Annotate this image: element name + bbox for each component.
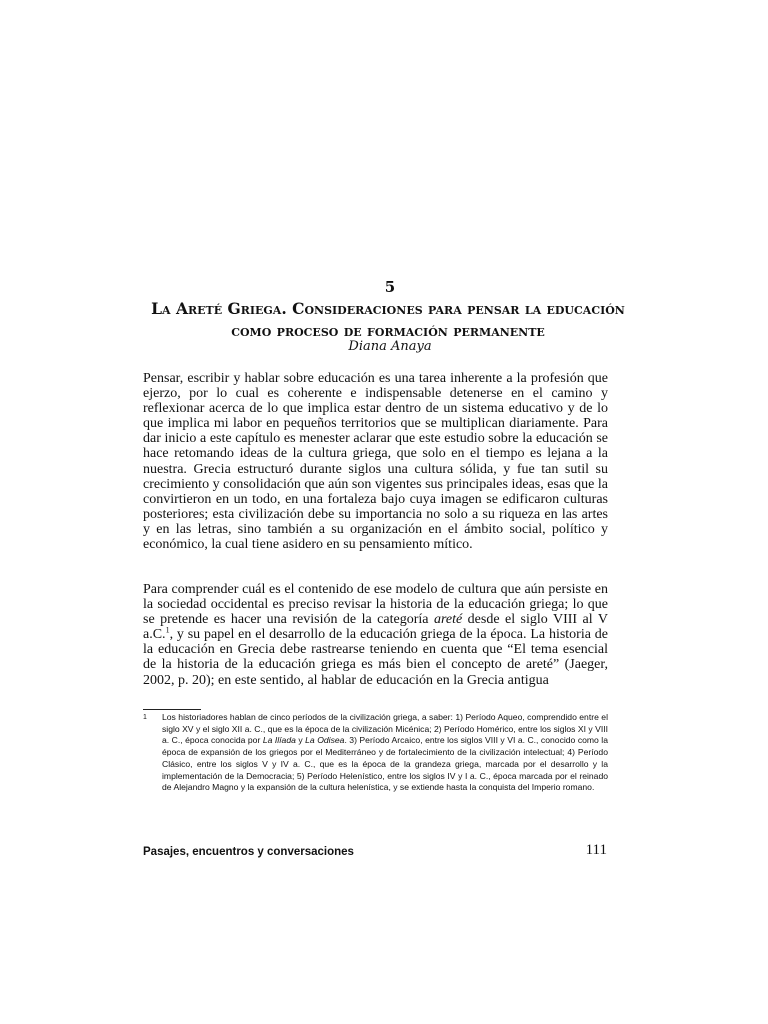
- footnote-mark: 1: [143, 714, 147, 721]
- footnote-segment: Los historiadores hablan de cinco períodos de la civilización griega, a saber: 1) Período Aqueo, comprendido entre el siglo XV y el siglo XII a. C., que es la época de la civilización Micénica; 2) Período Homérico, entre los siglos XI y VIII a. C., época conocida por: [162, 712, 608, 746]
- paragraph-text: [143, 582, 608, 688]
- paragraph-segment: , y su papel en el desarrollo de la educación griega de la época. La historia de la educación en Grecia debe rastrearse teniendo en cuenta que “El tema esencial de la historia de la educación griega es más bien el concepto de areté” (Jaeger, 2002, p. 20); en este sentido, al hablar de educación en la Grecia antigua: [143, 627, 608, 688]
- footnote-segment: y: [295, 735, 306, 746]
- chapter-title: La Areté Griega. Consideraciones para pensar la educación como proceso de formación permanente: [151, 299, 625, 340]
- page-number: 111: [585, 842, 607, 858]
- paragraph-segment: desde el siglo VIII al V a.C.: [143, 612, 608, 643]
- paragraph-italic-term: areté: [433, 612, 463, 628]
- footnote-divider: [143, 709, 201, 710]
- paragraph-segment: Para comprender cuál es el contenido de ese modelo de cultura que aún persiste en la sociedad occidental es preciso revisar la historia de la educación griega; lo que se pretende es hacer una revisión de la categoría: [143, 582, 608, 628]
- chapter-number: 5: [384, 278, 396, 296]
- chapter-author: Diana Anaya: [348, 339, 432, 354]
- footnote-italic-title: La Ilíada: [262, 735, 296, 746]
- footnote: [143, 712, 608, 794]
- footnote-reference: 1: [165, 625, 170, 635]
- body-paragraph-1: [143, 371, 608, 552]
- body-paragraph-2: [143, 582, 608, 688]
- running-footer-title: Pasajes, encuentros y conversaciones: [143, 846, 354, 858]
- footnote-italic-title: La Odisea: [305, 735, 345, 746]
- footnote-text: [162, 712, 608, 794]
- paragraph-text: Pensar, escribir y hablar sobre educación es una tarea inherente a la profesión que ejerzo, por lo cual es coherente e indispensable detenerse en el camino y reflexionar acerca de lo que implica estar dentro de un sistema educativo y de lo que implica mi labor en pequeños territorios que se multiplican diariamente. Para dar inicio a este capítulo es menester aclarar que este estudio sobre la educación se hace retomando ideas de la cultura griega, que solo en el tiempo es lejana a la nuestra. Grecia estructuró durante siglos una cultura sólida, y fue tan sutil su crecimiento y consolidación que aún son vigentes sus principales ideas, esas que la convirtieron en un todo, en una fortaleza bajo cuya imagen se edificaron culturas posteriores; esta civilización debe su importancia no solo a su riqueza en las artes y en las letras, sino también a su organización en el ámbito social, político y económico, la cual tiene asidero en su pensamiento mítico.: [143, 371, 608, 553]
- footnote-segment: . 3) Período Arcaico, entre los siglos VIII y VI a. C., conocido como la época de expansión de los griegos por el Mediterráneo y de fortalecimiento de la civilización intelectual; 4) Período Clásico, entre los siglos V y IV a. C., que es la época de la grandeza griega, marcada por el desarrollo y la implementación de la Democracia; 5) Período Helenístico, entre los siglos IV y I a. C., época marcada por el reinado de Alejandro Magno y la expansión de la cultura helenística, y se extiende hasta la conquista del Imperio romano.: [162, 735, 608, 793]
